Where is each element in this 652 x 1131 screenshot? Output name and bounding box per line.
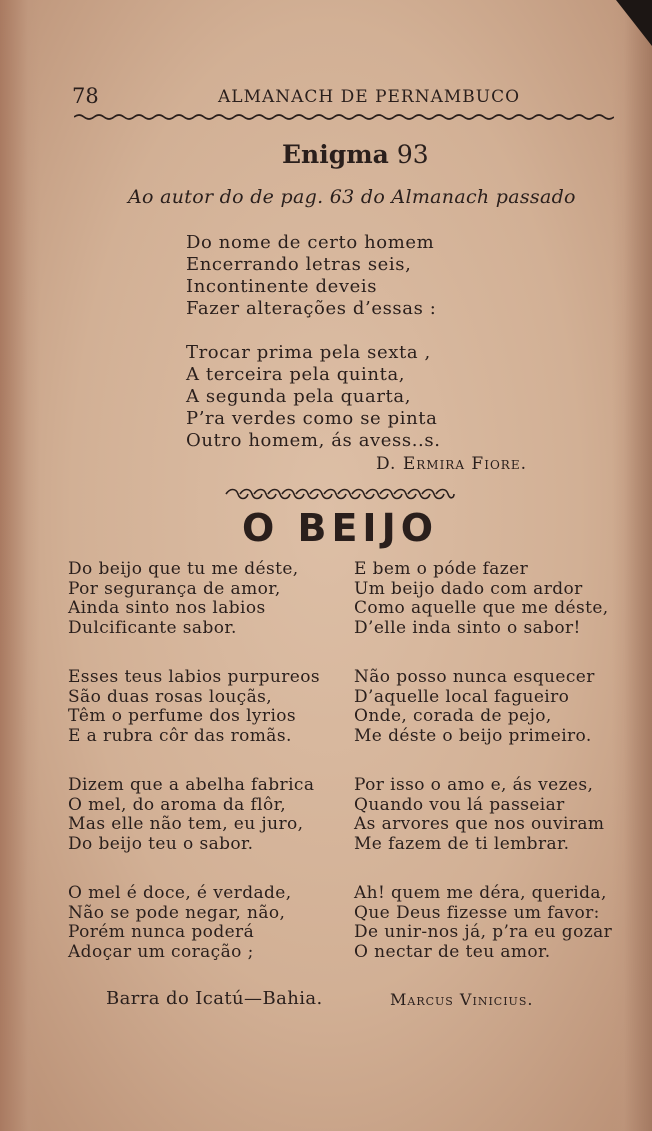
verse-line: Do beijo teu o sabor. — [68, 833, 254, 854]
verse-line: E bem o póde fazer — [354, 559, 529, 579]
page-corner-tear — [616, 0, 652, 46]
verse-line: Fazer alterações d’essas : — [186, 298, 437, 319]
verse-line: Esses teus labios purpureos — [68, 667, 321, 687]
page-header — [72, 84, 620, 110]
verse-line: Não se pode negar, não, — [68, 902, 286, 923]
verse-line: Adoçar um coração ; — [68, 941, 254, 962]
poem-right-column — [354, 560, 612, 962]
verse-line: O nectar de teu amor. — [354, 941, 551, 962]
poem-author: Marcus Vinicius. — [390, 990, 534, 1009]
verse-line: Me déste o beijo primeiro. — [354, 725, 592, 746]
enigma-dedication: Ao autor do de pag. 63 do Almanach passado — [128, 186, 576, 208]
verse-line: Têm o perfume dos lyrios — [68, 706, 297, 726]
verse-line: Ainda sinto nos labios — [68, 598, 266, 618]
verse-line: Quando vou lá passeiar — [354, 794, 565, 815]
verse-line: O mel é doce, é verdade, — [68, 883, 292, 903]
verse-line: Mas elle não tem, eu juro, — [68, 814, 304, 834]
verse-line: P’ra verdes como se pinta — [186, 408, 438, 429]
verse-line: E a rubra côr das romãs. — [68, 725, 292, 746]
verse-line: De unir-nos já, p’ra eu gozar — [354, 922, 613, 942]
verse-line: A terceira pela quinta, — [186, 364, 406, 385]
verse-line: Não posso nunca esquecer — [354, 667, 595, 687]
verse-line: D’aquelle local fagueiro — [354, 686, 570, 707]
verse-line: Dizem que a abelha fabrica — [68, 775, 315, 795]
poem-title: O BEIJO — [241, 506, 439, 550]
verse-line: A segunda pela quarta, — [186, 386, 412, 407]
verse-line: Um beijo dado com ardor — [354, 578, 583, 599]
enigma-number: 93 — [396, 140, 429, 169]
enigma-heading — [282, 140, 429, 169]
verse-line: Trocar prima pela sexta , — [186, 342, 431, 363]
verse-line: Do nome de certo homem — [186, 232, 435, 253]
verse-line: O mel, do aroma da flôr, — [68, 794, 287, 815]
verse-line: Encerrando letras seis, — [186, 254, 412, 275]
verse-line: Que Deus fizesse um favor: — [354, 902, 600, 923]
page-number: 78 — [72, 84, 99, 108]
verse-line: D’elle inda sinto o sabor! — [354, 617, 581, 638]
verse-line: Me fazem de ti lembrar. — [354, 833, 570, 854]
enigma-verse — [186, 232, 441, 452]
verse-line: Dulcificante sabor. — [68, 617, 237, 638]
enigma-author: D. Ermira Fiore. — [376, 454, 527, 474]
verse-line: Ah! quem me déra, querida, — [354, 883, 607, 903]
verse-line: Como aquelle que me déste, — [354, 598, 609, 618]
verse-line: Por isso o amo e, ás vezes, — [354, 775, 594, 795]
header-wave-rule — [74, 112, 614, 122]
verse-line: Incontinente deveis — [186, 276, 378, 297]
poem-left-column — [68, 560, 320, 962]
verse-line: Por segurança de amor, — [68, 578, 281, 599]
poem-place: Barra do Icatú—Bahia. — [106, 988, 323, 1009]
verse-line: As arvores que nos ouviram — [354, 814, 605, 834]
ornament-divider — [224, 486, 456, 502]
verse-line: Do beijo que tu me déste, — [68, 559, 299, 579]
verse-line: Onde, corada de pejo, — [354, 706, 552, 726]
running-title: ALMANACH DE PERNAMBUCO — [218, 87, 521, 107]
page-edge-right — [612, 0, 652, 1131]
enigma-title-word: Enigma — [282, 140, 389, 169]
verse-line: Porém nunca poderá — [68, 922, 255, 942]
page-edge-left — [0, 0, 40, 1131]
verse-line: São duas rosas louçãs, — [68, 686, 273, 707]
verse-line: Outro homem, ás avess..s. — [186, 430, 441, 451]
